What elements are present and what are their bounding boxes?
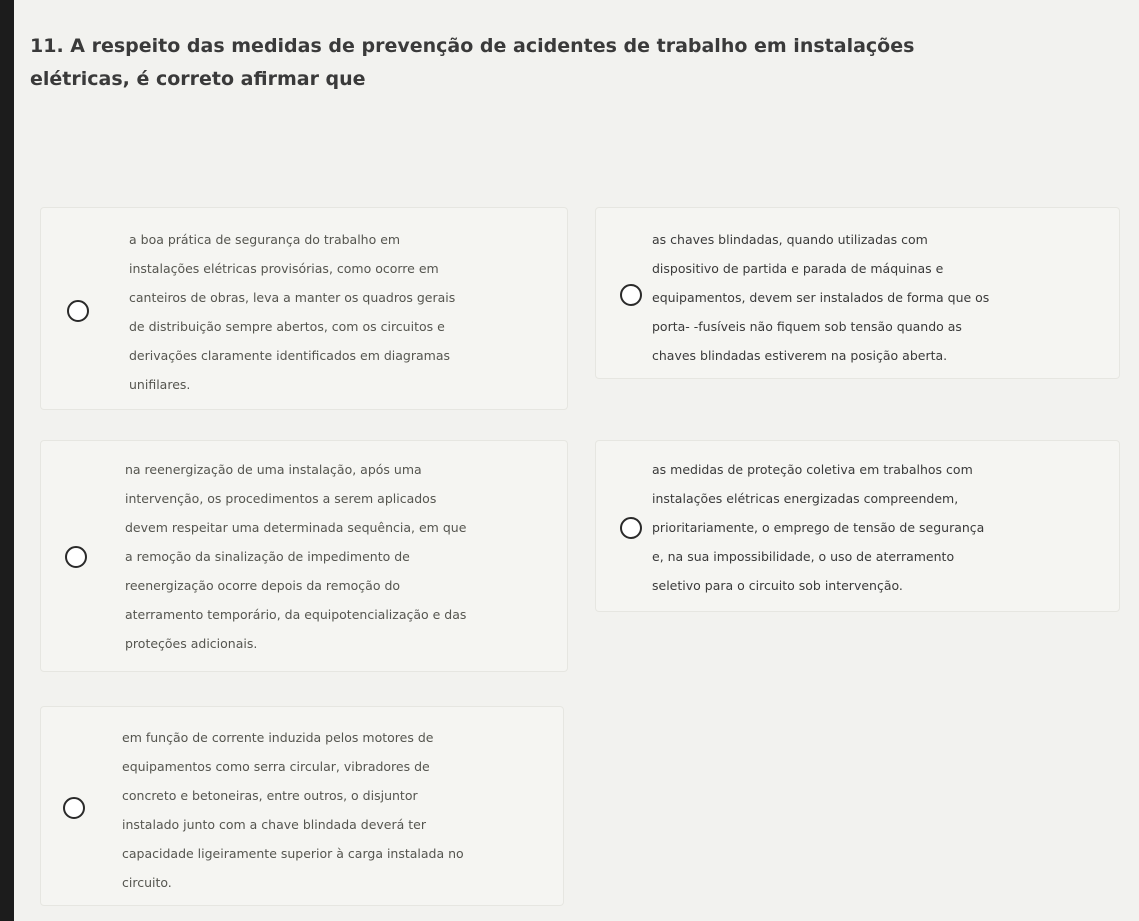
option-line: prioritariamente, o emprego de tensão de segurança bbox=[652, 520, 985, 535]
option-line: porta- -fusíveis não fiquem sob tensão quando as bbox=[652, 319, 962, 334]
option-a-text bbox=[129, 225, 455, 399]
option-c-radio[interactable] bbox=[65, 546, 87, 568]
option-line: devem respeitar uma determinada sequência, em que bbox=[125, 520, 467, 535]
option-line: na reenergização de uma instalação, após uma bbox=[125, 462, 422, 477]
option-line: aterramento temporário, da equipotencialização e das bbox=[125, 607, 467, 622]
option-b-text bbox=[652, 225, 989, 370]
question-line: elétricas, é correto afirmar que bbox=[30, 68, 366, 90]
question-line: 11. A respeito das medidas de prevenção de acidentes de trabalho em instalações bbox=[30, 35, 915, 57]
option-line: proteções adicionais. bbox=[125, 636, 258, 651]
option-e-radio[interactable] bbox=[63, 797, 85, 819]
question-text bbox=[30, 30, 1110, 96]
option-b-card[interactable] bbox=[595, 207, 1120, 379]
option-line: instalações elétricas energizadas compreendem, bbox=[652, 491, 959, 506]
option-line: de distribuição sempre abertos, com os circuitos e bbox=[129, 319, 445, 334]
option-e-text bbox=[122, 723, 464, 897]
option-a-card[interactable] bbox=[40, 207, 568, 410]
option-d-card[interactable] bbox=[595, 440, 1120, 612]
option-line: reenergização ocorre depois da remoção do bbox=[125, 578, 401, 593]
option-d-text bbox=[652, 455, 984, 600]
option-line: as medidas de proteção coletiva em trabalhos com bbox=[652, 462, 973, 477]
option-line: unifilares. bbox=[129, 377, 191, 392]
option-line: derivações claramente identificados em diagramas bbox=[129, 348, 451, 363]
option-line: circuito. bbox=[122, 875, 172, 890]
option-line: intervenção, os procedimentos a serem aplicados bbox=[125, 491, 437, 506]
option-line: as chaves blindadas, quando utilizadas com bbox=[652, 232, 928, 247]
option-line: seletivo para o circuito sob intervenção. bbox=[652, 578, 903, 593]
option-line: canteiros de obras, leva a manter os quadros gerais bbox=[129, 290, 456, 305]
option-c-text bbox=[125, 455, 466, 658]
option-c-card[interactable] bbox=[40, 440, 568, 672]
option-line: instalado junto com a chave blindada deverá ter bbox=[122, 817, 426, 832]
option-line: a remoção da sinalização de impedimento de bbox=[125, 549, 410, 564]
option-line: dispositivo de partida e parada de máquinas e bbox=[652, 261, 944, 276]
option-e-card[interactable] bbox=[40, 706, 564, 906]
option-line: equipamentos, devem ser instalados de forma que os bbox=[652, 290, 990, 305]
option-d-radio[interactable] bbox=[620, 517, 642, 539]
option-line: em função de corrente induzida pelos motores de bbox=[122, 730, 434, 745]
option-line: equipamentos como serra circular, vibradores de bbox=[122, 759, 430, 774]
option-line: concreto e betoneiras, entre outros, o disjuntor bbox=[122, 788, 418, 803]
window-edge bbox=[0, 0, 14, 921]
option-a-radio[interactable] bbox=[67, 300, 89, 322]
option-b-radio[interactable] bbox=[620, 284, 642, 306]
option-line: e, na sua impossibilidade, o uso de aterramento bbox=[652, 549, 955, 564]
option-line: capacidade ligeiramente superior à carga instalada no bbox=[122, 846, 464, 861]
option-line: instalações elétricas provisórias, como ocorre em bbox=[129, 261, 439, 276]
option-line: a boa prática de segurança do trabalho em bbox=[129, 232, 401, 247]
option-line: chaves blindadas estiverem na posição aberta. bbox=[652, 348, 948, 363]
